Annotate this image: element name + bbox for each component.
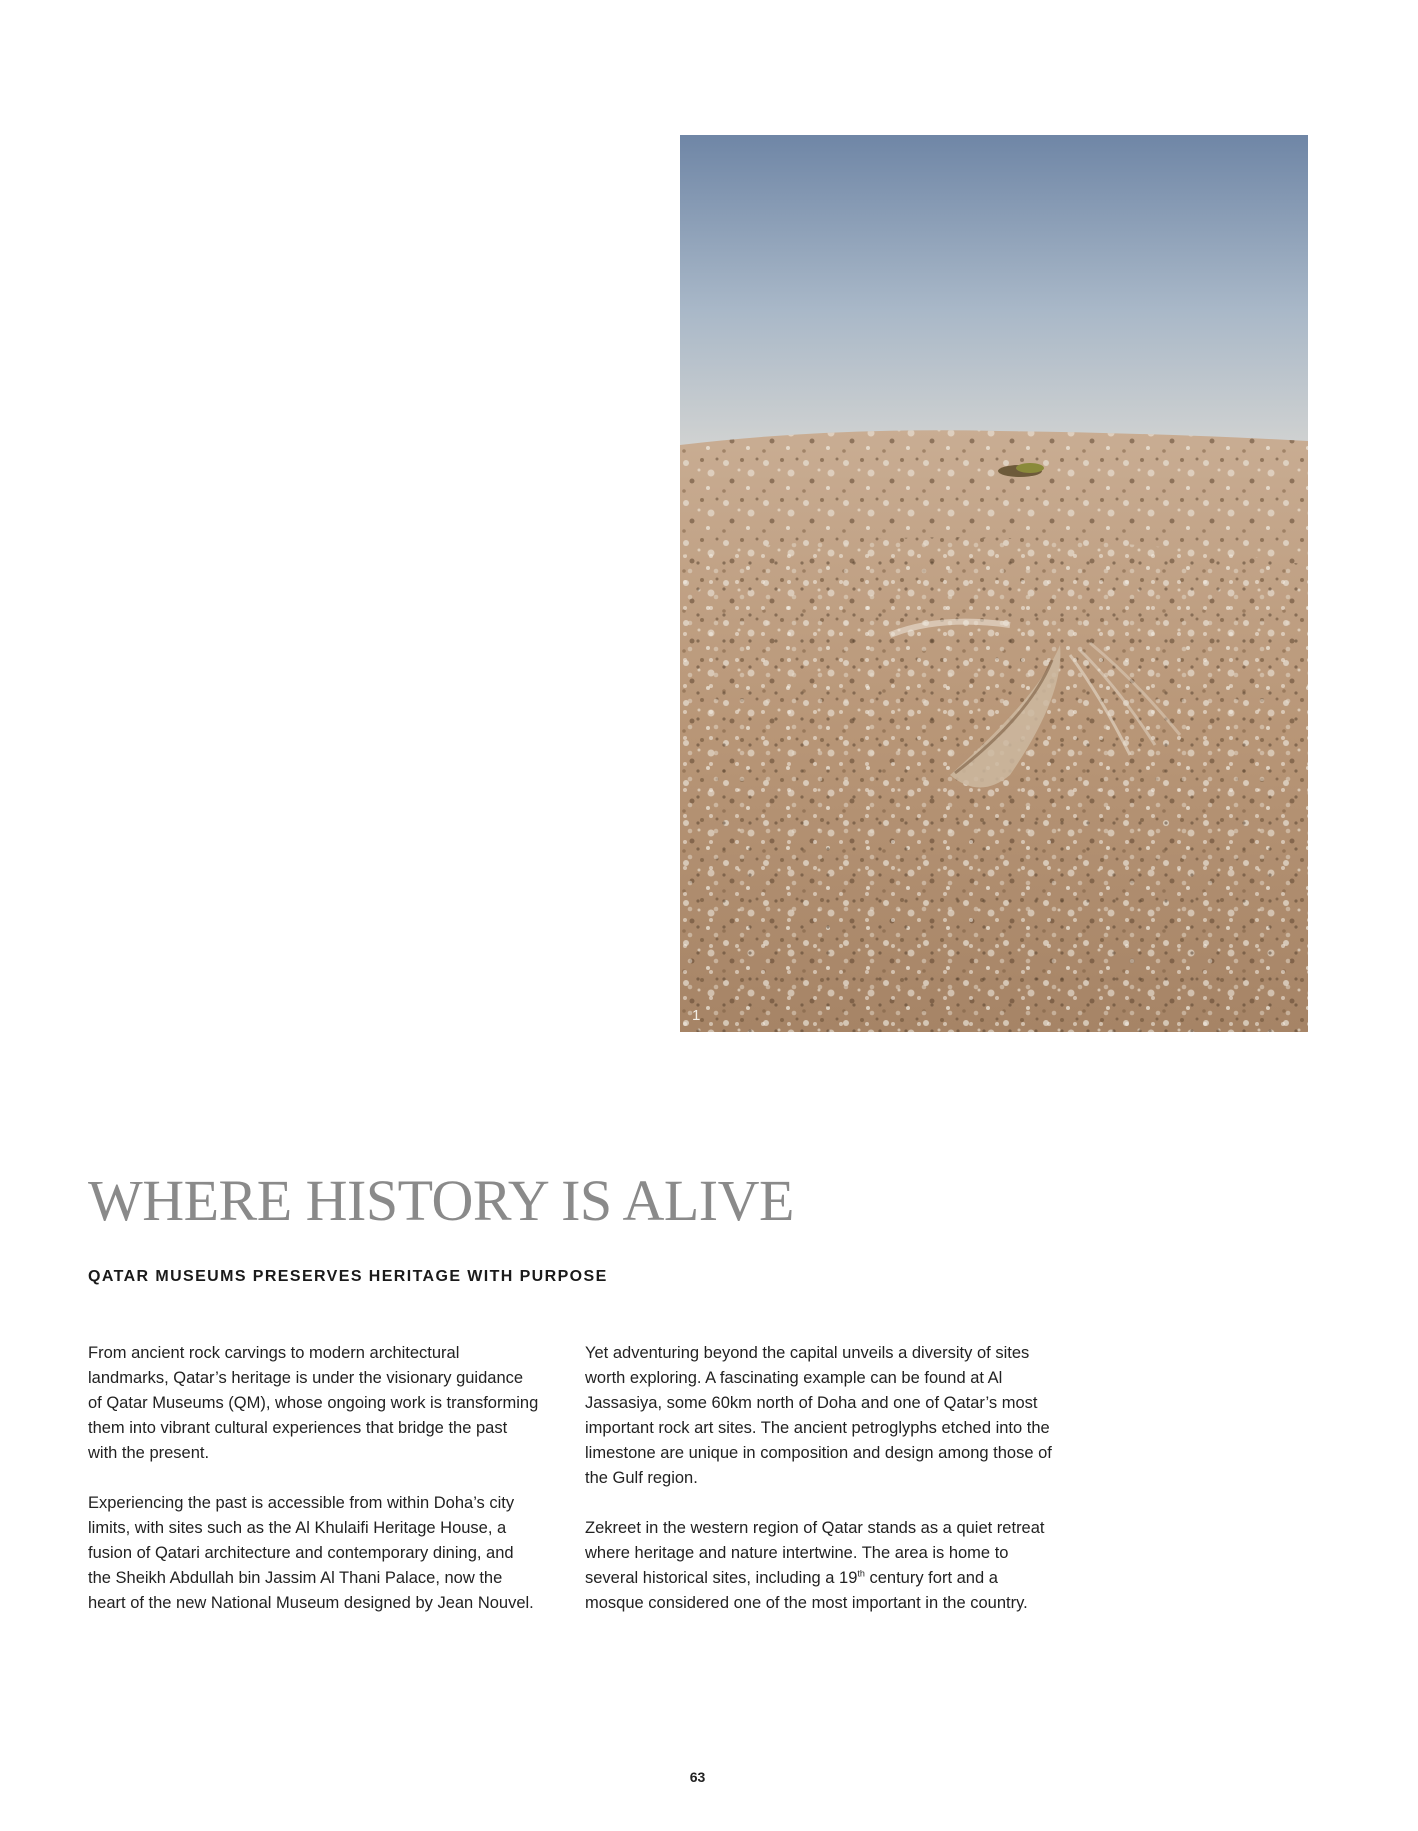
paragraph — [585, 1341, 1085, 1491]
text-line: where heritage and nature intertwine. The area is home to — [585, 1544, 1009, 1562]
left-column — [88, 1341, 568, 1641]
text-line: mosque considered one of the most important in the country. — [585, 1594, 1028, 1612]
text-line: Yet adventuring beyond the capital unveils a diversity of sites — [585, 1344, 1030, 1362]
rock-carving-image — [680, 135, 1308, 1032]
paragraph — [585, 1516, 1085, 1616]
text-line: limestone are unique in composition and design among those of — [585, 1444, 1052, 1462]
photo-number: 1 — [692, 1007, 701, 1024]
text-line: them into vibrant cultural experiences that bridge the past — [88, 1419, 508, 1437]
paragraph — [88, 1491, 568, 1616]
text-line: Zekreet in the western region of Qatar stands as a quiet retreat — [585, 1519, 1045, 1537]
text-fragment: several historical sites, including a 19 — [585, 1569, 858, 1587]
superscript: th — [857, 1568, 865, 1579]
paragraph — [88, 1341, 568, 1466]
text-line: important rock art sites. The ancient petroglyphs etched into the — [585, 1419, 1050, 1437]
page-subtitle: QATAR MUSEUMS PRESERVES HERITAGE WITH PURPOSE — [88, 1268, 608, 1285]
text-line — [585, 1566, 1085, 1591]
text-line: landmarks, Qatar’s heritage is under the visionary guidance — [88, 1369, 524, 1387]
text-line: worth exploring. A fascinating example can be found at Al — [585, 1369, 1003, 1387]
text-line: fusion of Qatari architecture and contemporary dining, and — [88, 1544, 514, 1562]
rock-carving-photo — [680, 135, 1308, 1032]
text-line: heart of the new National Museum designed by Jean Nouvel. — [88, 1594, 534, 1612]
text-fragment: century fort and a — [864, 1569, 998, 1587]
text-line: Experiencing the past is accessible from within Doha’s city — [88, 1494, 515, 1512]
text-line: the Gulf region. — [585, 1469, 698, 1487]
text-line: limits, with sites such as the Al Khulaifi Heritage House, a — [88, 1519, 507, 1537]
text-line: From ancient rock carvings to modern architectural — [88, 1344, 460, 1362]
page-number: 63 — [689, 1769, 706, 1785]
text-line: Jassasiya, some 60km north of Doha and one of Qatar’s most — [585, 1394, 1038, 1412]
right-column — [585, 1341, 1085, 1641]
text-line: the Sheikh Abdullah bin Jassim Al Thani Palace, now the — [88, 1569, 503, 1587]
text-line: with the present. — [88, 1444, 210, 1462]
text-line: of Qatar Museums (QM), whose ongoing work is transforming — [88, 1394, 539, 1412]
page-title: WHERE HISTORY IS ALIVE — [88, 1168, 794, 1233]
